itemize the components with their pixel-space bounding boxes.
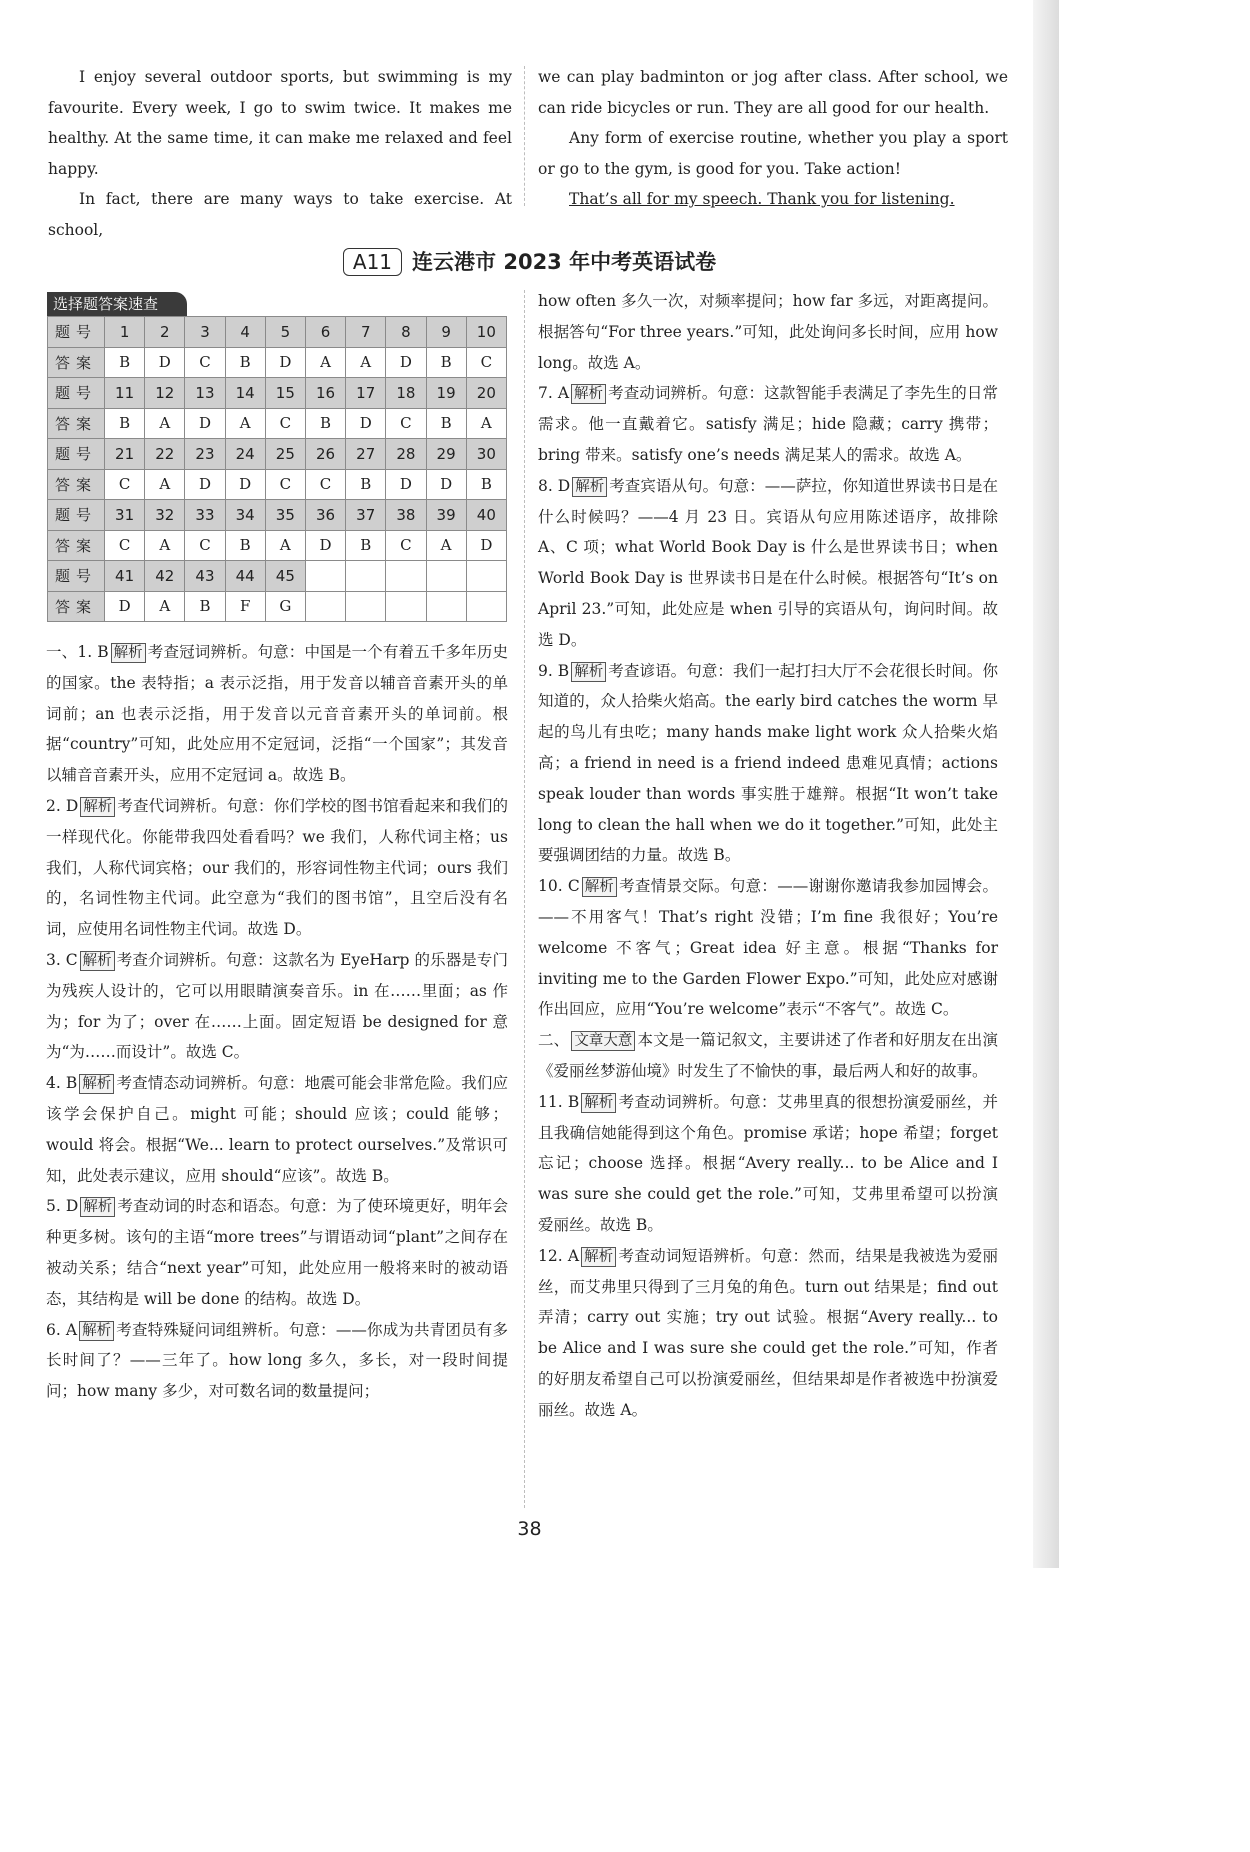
answer-cell: B — [346, 530, 386, 561]
quick-answer-title: 选择题答案速查 — [47, 292, 187, 316]
explanation-item — [538, 656, 998, 872]
exam-code-badge: A11 — [343, 248, 402, 276]
explanations-right-column — [538, 286, 998, 1425]
answer-cell: D — [105, 591, 145, 622]
answer-cell: A — [145, 591, 185, 622]
question-number-cell: 45 — [265, 561, 305, 592]
row-header: 答案 — [48, 591, 105, 622]
question-number-cell: 22 — [145, 439, 185, 470]
question-number-cell: 43 — [185, 561, 225, 592]
question-number-cell: 3 — [185, 317, 225, 348]
explanation-text: 考查动词辨析。句意：这款智能手表满足了李先生的日常需求。他一直戴着它。satisfy 满足；hide 隐藏；carry 携带；bring 带来。satisfy one’s needs 满足某人的需求。故选 A。 — [538, 384, 998, 464]
item-number: 11. B — [538, 1092, 580, 1111]
answer-letter-row — [48, 530, 507, 561]
answer-cell: A — [225, 408, 265, 439]
answer-cell: D — [185, 408, 225, 439]
answer-cell: D — [426, 469, 466, 500]
analysis-tag: 解析 — [571, 662, 606, 682]
question-number-cell: 17 — [346, 378, 386, 409]
row-header: 题号 — [48, 317, 105, 348]
question-number-cell: 16 — [305, 378, 345, 409]
row-header: 题号 — [48, 439, 105, 470]
answer-cell: C — [466, 347, 506, 378]
analysis-tag: 解析 — [80, 951, 115, 971]
answer-number-row — [48, 561, 507, 592]
question-number-cell: 29 — [426, 439, 466, 470]
analysis-tag: 解析 — [572, 477, 607, 497]
answer-cell: A — [466, 408, 506, 439]
answer-letter-row — [48, 408, 507, 439]
question-number-cell: 38 — [386, 500, 426, 531]
explanation-text: 考查谚语。句意：我们一起打扫大厅不会花很长时间。你知道的，众人拾柴火焰高。the early bird catches the worm 早起的鸟儿有虫吃；many hands make light work 众人拾柴火焰高；a friend in need is a friend indeed 患难见真情；actions speak louder than words 事实胜于雄辩。根据“It won’t take long to clean the hall when we do it together.”可知，此处主要强调团结的力量。故选 B。 — [538, 661, 998, 865]
row-header: 答案 — [48, 347, 105, 378]
question-number-cell: 21 — [105, 439, 145, 470]
answer-cell: C — [386, 530, 426, 561]
item-number: 5. D — [46, 1197, 79, 1216]
answer-cell: B — [305, 408, 345, 439]
analysis-tag: 解析 — [80, 797, 115, 817]
explanation-item — [46, 1068, 508, 1191]
question-number-cell: 10 — [466, 317, 506, 348]
question-number-cell: 28 — [386, 439, 426, 470]
item-number: 3. C — [46, 950, 78, 969]
question-number-cell: 31 — [105, 500, 145, 531]
question-number-cell: 37 — [346, 500, 386, 531]
answer-number-row — [48, 500, 507, 531]
row-header: 题号 — [48, 378, 105, 409]
answer-cell: D — [305, 530, 345, 561]
question-number-cell: 33 — [185, 500, 225, 531]
analysis-tag: 解析 — [571, 384, 606, 404]
answer-cell: B — [225, 347, 265, 378]
explanation-text: 考查特殊疑问词组辨析。句意：——你成为共青团员有多长时间了？——三年了。how long 多久，多长，对一段时间提问；how many 多少，对可数名词的数量提问； — [46, 1320, 508, 1401]
answer-cell: D — [145, 347, 185, 378]
answer-cell: D — [265, 347, 305, 378]
answer-cell: A — [265, 530, 305, 561]
answer-number-row — [48, 378, 507, 409]
answer-cell — [466, 591, 506, 622]
essay-column-right — [538, 62, 1008, 215]
question-number-cell: 34 — [225, 500, 265, 531]
question-number-cell: 25 — [265, 439, 305, 470]
answer-cell: B — [185, 591, 225, 622]
answer-cell: A — [145, 469, 185, 500]
item-number: 4. B — [46, 1074, 78, 1093]
answer-number-row — [48, 439, 507, 470]
answer-cell: G — [265, 591, 305, 622]
question-number-cell: 20 — [466, 378, 506, 409]
question-number-cell: 18 — [386, 378, 426, 409]
answer-table — [47, 316, 507, 622]
item-number: 10. C — [538, 877, 580, 896]
answer-cell — [305, 591, 345, 622]
explanation-text: 考查介词辨析。句意：这款名为 EyeHarp 的乐器是专门为残疾人设计的，它可以用眼睛演奏音乐。in 在……里面；as 作为；for 为了；over 在……上面。固定短语 be designed for 意为“为……而设计”。故选 C。 — [46, 950, 508, 1062]
explanation-item — [46, 637, 508, 791]
explanation-item — [46, 791, 508, 945]
question-number-cell: 1 — [105, 317, 145, 348]
answer-cell: D — [225, 469, 265, 500]
item-number: 6. A — [46, 1320, 78, 1339]
question-number-cell: 9 — [426, 317, 466, 348]
row-header: 答案 — [48, 408, 105, 439]
analysis-tag: 解析 — [582, 877, 617, 897]
page-edge-shadow — [1033, 0, 1059, 1568]
answer-cell: B — [225, 530, 265, 561]
item-number: 9. B — [538, 661, 570, 680]
explanation-text: 本文是一篇记叙文，主要讲述了作者和好朋友在出演《爱丽丝梦游仙境》时发生了不愉快的事，最后两人和好的故事。 — [538, 1031, 998, 1080]
item-number: 2. D — [46, 796, 79, 815]
answer-cell: F — [225, 591, 265, 622]
question-number-cell: 40 — [466, 500, 506, 531]
question-number-cell: 35 — [265, 500, 305, 531]
question-number-cell: 15 — [265, 378, 305, 409]
question-number-cell: 7 — [346, 317, 386, 348]
answer-cell: D — [185, 469, 225, 500]
answer-cell: A — [145, 408, 185, 439]
exam-title: 连云港市 2023 年中考英语试卷 — [412, 250, 717, 274]
explanation-item — [538, 1025, 998, 1087]
question-number-cell — [346, 561, 386, 592]
explanation-text: 考查代词辨析。句意：你们学校的图书馆看起来和我们的一样现代化。你能带我四处看看吗？we 我们，人称代词主格；us 我们，人称代词宾格；our 我们的，形容词性物主代词；ours 我们的，名词性物主代词。此空意为“我们的图书馆”，且空后没有名词，应使用名词性物主代词。故选 D。 — [46, 796, 508, 939]
explanation-item — [538, 1241, 998, 1426]
explanation-text: 考查情景交际。句意：——谢谢你邀请我参加园博会。——不用客气！That’s right 没错；I’m fine 我很好；You’re welcome 不客气；Great idea 好主意。根据“Thanks for inviting me to the Garden Flower Expo.”可知，此处应对感谢作出回应，应用“You’re welcome”表示“不客气”。故选 C。 — [538, 877, 998, 1019]
question-number-cell: 8 — [386, 317, 426, 348]
question-number-cell: 41 — [105, 561, 145, 592]
question-number-cell: 5 — [265, 317, 305, 348]
row-header: 题号 — [48, 500, 105, 531]
page-number: 38 — [517, 1518, 542, 1540]
question-number-cell: 36 — [305, 500, 345, 531]
analysis-tag: 解析 — [79, 1074, 114, 1094]
answer-cell: C — [386, 408, 426, 439]
question-number-cell: 6 — [305, 317, 345, 348]
question-number-cell: 4 — [225, 317, 265, 348]
explanation-text: 考查动词辨析。句意：艾弗里真的很想扮演爱丽丝，并且我确信她能得到这个角色。promise 承诺；hope 希望；forget 忘记；choose 选择。根据“Avery really... to be Alice and I was sure she could get the role.”可知，艾弗里希望可以扮演爱丽丝。故选 B。 — [538, 1092, 998, 1234]
answer-cell: C — [105, 530, 145, 561]
question-number-cell: 32 — [145, 500, 185, 531]
item-number: 7. A — [538, 384, 570, 403]
row-header: 答案 — [48, 469, 105, 500]
answer-number-row — [48, 317, 507, 348]
analysis-tag: 解析 — [111, 643, 146, 663]
question-number-cell — [305, 561, 345, 592]
item-number: 一、1. B — [46, 643, 109, 661]
question-number-cell — [466, 561, 506, 592]
answer-cell: A — [426, 530, 466, 561]
explanations-left-column — [46, 637, 508, 1407]
answer-letter-row — [48, 469, 507, 500]
item-number: 12. A — [538, 1246, 580, 1265]
answer-cell: A — [145, 530, 185, 561]
answer-cell: C — [305, 469, 345, 500]
explanation-text: 考查动词的时态和语态。句意：为了使环境更好，明年会种更多树。该句的主语“more trees”与谓语动词“plant”之间存在被动关系；结合“next year”可知，此处应用一般将来时的被动语态，其结构是 will be done 的结构。故选 D。 — [46, 1197, 508, 1308]
row-header: 答案 — [48, 530, 105, 561]
analysis-tag: 解析 — [80, 1197, 115, 1217]
explanation-item — [46, 1315, 508, 1407]
answer-cell: D — [386, 347, 426, 378]
answer-cell: B — [105, 408, 145, 439]
analysis-tag: 解析 — [581, 1247, 616, 1267]
essay-paragraph: In fact, there are many ways to take exercise. At school, — [48, 190, 512, 239]
question-number-cell: 24 — [225, 439, 265, 470]
answer-cell: C — [185, 347, 225, 378]
answer-cell: D — [466, 530, 506, 561]
analysis-tag: 解析 — [581, 1093, 616, 1113]
answer-letter-row — [48, 591, 507, 622]
answer-cell: B — [426, 408, 466, 439]
question-number-cell: 27 — [346, 439, 386, 470]
answer-cell — [386, 591, 426, 622]
explanation-text: 考查情态动词辨析。句意：地震可能会非常危险。我们应该学会保护自己。might 可能；should 应该；could 能够；would 将会。根据“We... learn to protect ourselves.”及常识可知，此处表示建议，应用 should“应该”。故选 B。 — [46, 1074, 508, 1185]
answer-cell — [426, 591, 466, 622]
question-number-cell: 12 — [145, 378, 185, 409]
answer-cell: B — [466, 469, 506, 500]
answer-cell: B — [346, 469, 386, 500]
analysis-tag: 文章大意 — [571, 1031, 635, 1051]
question-number-cell: 13 — [185, 378, 225, 409]
essay-paragraph: Any form of exercise routine, whether you play a sport or go to the gym, is good for you. Take action! — [538, 129, 1008, 178]
essay-paragraph: I enjoy several outdoor sports, but swimming is my favourite. Every week, I go to swim twice. It makes me healthy. At the same time, it can make me relaxed and feel happy. — [48, 68, 512, 178]
item-number: 二、 — [538, 1031, 570, 1050]
answer-letter-row — [48, 347, 507, 378]
answer-cell: A — [305, 347, 345, 378]
explanation-item — [538, 378, 998, 470]
question-number-cell: 26 — [305, 439, 345, 470]
explanation-item — [46, 945, 508, 1068]
explanation-text: 考查冠词辨析。句意：中国是一个有着五千多年历史的国家。the 表特指；a 表示泛指，用于发音以辅音音素开头的单词前；an 也表示泛指，用于发音以元音音素开头的单词前。根据“country”可知，此处应用不定冠词，泛指“一个国家”；其发音以辅音音素开头，应用不定冠词 a。故选 B。 — [46, 643, 508, 785]
question-number-cell: 14 — [225, 378, 265, 409]
question-number-cell — [426, 561, 466, 592]
answer-cell: C — [265, 469, 305, 500]
explanation-item — [538, 871, 998, 1025]
row-header: 题号 — [48, 561, 105, 592]
explanation-text: 考查动词短语辨析。句意：然而，结果是我被选为爱丽丝，而艾弗里只得到了三月兔的角色。turn out 结果是；find out 弄清；carry out 实施；try out 试验。根据“Avery really... to be Alice and I was sure she could get the role.”可知，作者的好朋友希望自己可以扮演爱丽丝，但结果却是作者被选中扮演爱丽丝。故选 A。 — [538, 1246, 998, 1419]
answer-cell: D — [386, 469, 426, 500]
question-number-cell: 11 — [105, 378, 145, 409]
answer-cell: C — [265, 408, 305, 439]
closing-line: That’s all for my speech. Thank you for listening. — [569, 190, 955, 208]
column-divider-main — [524, 290, 525, 1508]
column-divider-top — [524, 66, 525, 206]
question-number-cell: 39 — [426, 500, 466, 531]
explanation-item — [46, 1191, 508, 1314]
answer-cell: B — [426, 347, 466, 378]
item-number: 8. D — [538, 476, 571, 495]
analysis-tag: 解析 — [79, 1321, 114, 1341]
question-number-cell: 23 — [185, 439, 225, 470]
explanation-item — [538, 471, 998, 656]
explanation-continuation: how often 多久一次，对频率提问；how far 多远，对距离提问。根据答句“For three years.”可知，此处询问多长时间，应用 how long。故选 A。 — [538, 292, 998, 372]
answer-cell: C — [185, 530, 225, 561]
question-number-cell: 42 — [145, 561, 185, 592]
question-number-cell: 19 — [426, 378, 466, 409]
essay-column-left — [48, 62, 512, 245]
question-number-cell: 44 — [225, 561, 265, 592]
question-number-cell: 30 — [466, 439, 506, 470]
answer-cell: A — [346, 347, 386, 378]
exam-heading — [0, 246, 1059, 276]
answer-cell: C — [105, 469, 145, 500]
essay-paragraph: we can play badminton or jog after class. After school, we can ride bicycles or run. They are all good for our health. — [538, 68, 1008, 117]
explanation-text: 考查宾语从句。句意：——萨拉，你知道世界读书日是在什么时候吗？——4 月 23 日。宾语从句应用陈述语序，故排除 A、C 项；what World Book Day is 什么是世界读书日；when World Book Day is 世界读书日是在什么时候。根据答句“It’s on April 23.”可知，此处应是 when 引导的宾语从句，询问时间。故选 D。 — [538, 476, 998, 649]
explanation-item — [538, 1087, 998, 1241]
question-number-cell — [386, 561, 426, 592]
question-number-cell: 2 — [145, 317, 185, 348]
answer-cell — [346, 591, 386, 622]
answer-cell: D — [346, 408, 386, 439]
answer-cell: B — [105, 347, 145, 378]
